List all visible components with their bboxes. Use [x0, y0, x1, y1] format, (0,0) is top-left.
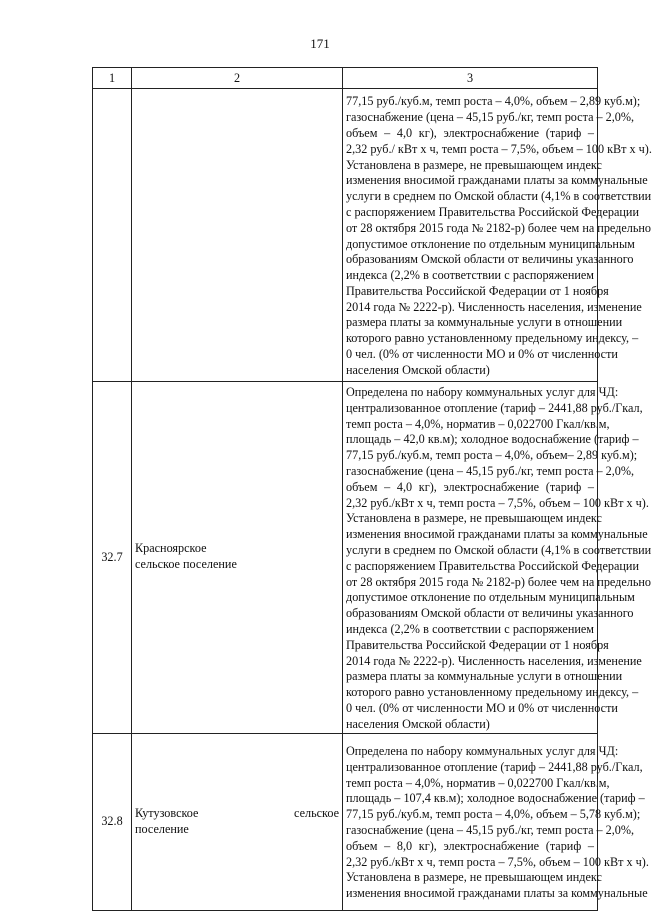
text-line: изменения вносимой гражданами платы за коммунальные [346, 886, 648, 901]
text-line: от 28 октября 2015 года № 2182-р) более чем на предельно [346, 220, 652, 235]
text-line: газоснабжение (цена – 45,15 руб./кг, темп роста – 2,0%, [346, 823, 635, 838]
description-cell [343, 733, 649, 910]
row-number-cell: 32.7 [93, 382, 132, 734]
text-line: Определена по набору коммунальных услуг для ЧД: [346, 744, 619, 759]
text-line: населения Омской области) [346, 362, 490, 377]
text-line: 77,15 руб./куб.м, темп роста – 4,0%, объем– 2,89 куб.м); [346, 448, 638, 463]
text-line: услуги в среднем по Омской области (4,1% в соответствии [346, 542, 652, 557]
text-line: сельское поселение [135, 557, 237, 572]
text-line: изменения вносимой гражданами платы за коммунальные [346, 173, 648, 188]
text-line: допустимое отклонение по отдельным муниципальным [346, 236, 635, 251]
text-line: 77,15 руб./куб.м, темп роста – 4,0%, объем – 5,78 куб.м); [346, 807, 641, 822]
text-line: образованиям Омской области от величины указанного [346, 606, 634, 621]
text-line: объем – 8,0 кг), электроснабжение (тариф – [346, 838, 594, 853]
text-line: которого равно установленному предельному индексу, – [346, 685, 639, 700]
text-line: 0 чел. (0% от численности МО и 0% от численности [346, 347, 618, 362]
text-line: 2014 года № 2222-р). Численность населения, изменение [346, 653, 642, 668]
text-line: населения Омской области) [346, 716, 490, 731]
text-line: централизованное отопление (тариф – 2441,88 руб./Гкал, [346, 400, 643, 415]
table-row [93, 733, 598, 910]
header-cell-1: 1 [93, 68, 132, 89]
text-line: Кутузовское сельское [135, 805, 339, 820]
text-line: от 28 октября 2015 года № 2182-р) более чем на предельно [346, 574, 652, 589]
text-line: площадь – 42,0 кв.м); холодное водоснабжение (тариф – [346, 432, 639, 447]
description-cell [343, 382, 652, 734]
text-line: Установлена в размере, не превышающем индекс [346, 157, 602, 172]
text-line: индекса (2,2% в соответствии с распоряжением [346, 268, 594, 283]
text-line: 2014 года № 2222-р). Численность населения, изменение [346, 299, 642, 314]
text-line: Определена по набору коммунальных услуг для ЧД: [346, 385, 619, 399]
text-line: индекса (2,2% в соответствии с распоряжением [346, 621, 594, 636]
text-line: темп роста – 4,0%, норматив – 0,022700 Гкал/кв.м, [346, 416, 610, 431]
text-line: услуги в среднем по Омской области (4,1% в соответствии [346, 189, 652, 204]
text-line: которого равно установленному предельному индексу, – [346, 331, 639, 346]
text-line: 2,32 руб./кВт х ч, темп роста – 7,5%, объем – 100 кВт х ч). [346, 854, 649, 869]
text-line: с распоряжением Правительства Российской Федерации [346, 204, 639, 219]
text-line: размера платы за коммунальные услуги в отношении [346, 315, 623, 330]
text-line: 77,15 руб./куб.м, темп роста – 4,0%, объем – 2,89 куб.м); [346, 94, 641, 109]
text-line: темп роста – 4,0%, норматив – 0,022700 Гкал/кв.м, [346, 775, 610, 790]
text-line: газоснабжение (цена – 45,15 руб./кг, темп роста – 2,0%, [346, 110, 635, 125]
text-line: объем – 4,0 кг), электроснабжение (тариф – [346, 479, 594, 494]
settlement-name-cell [132, 382, 343, 734]
description-cell [343, 89, 652, 382]
document-table [92, 67, 652, 911]
settlement-name-cell [132, 733, 343, 910]
table-row [93, 382, 598, 734]
settlement-name-cell [132, 89, 343, 382]
table-row [93, 89, 598, 382]
text-line: 2,32 руб./кВт х ч, темп роста – 7,5%, объем – 100 кВт х ч). [346, 495, 649, 510]
text-line: Красноярское [135, 541, 207, 556]
header-cell-2: 2 [132, 68, 343, 89]
text-line: образованиям Омской области от величины указанного [346, 252, 634, 267]
text-line: допустимое отклонение по отдельным муниципальным [346, 590, 635, 605]
text-line: объем – 4,0 кг), электроснабжение (тариф – [346, 125, 594, 140]
text-line: 2,32 руб./ кВт х ч, темп роста – 7,5%, объем – 100 кВт х ч). [346, 141, 652, 156]
text-line: изменения вносимой гражданами платы за коммунальные [346, 527, 648, 542]
text-line: размера платы за коммунальные услуги в отношении [346, 669, 623, 684]
text-line: площадь – 107,4 кв.м); холодное водоснабжение (тариф – [346, 791, 645, 806]
header-cell-3: 3 [343, 68, 598, 89]
text-line: поселение [135, 821, 189, 836]
page-number: 171 [310, 36, 330, 51]
text-line: Установлена в размере, не превышающем индекс [346, 511, 602, 526]
row-number-cell: 32.8 [93, 733, 132, 910]
text-line: 0 чел. (0% от численности МО и 0% от численности [346, 700, 618, 715]
row-number-cell [93, 89, 132, 382]
text-line: Установлена в размере, не превышающем индекс [346, 870, 602, 885]
text-line: централизованное отопление (тариф – 2441,88 руб./Гкал, [346, 759, 643, 774]
table-header-row [93, 68, 598, 89]
text-line: Правительства Российской Федерации от 1 ноября [346, 637, 609, 652]
text-line: с распоряжением Правительства Российской Федерации [346, 558, 639, 573]
text-line: Правительства Российской Федерации от 1 ноября [346, 283, 609, 298]
text-line: газоснабжение (цена – 45,15 руб./кг, темп роста – 2,0%, [346, 463, 635, 478]
